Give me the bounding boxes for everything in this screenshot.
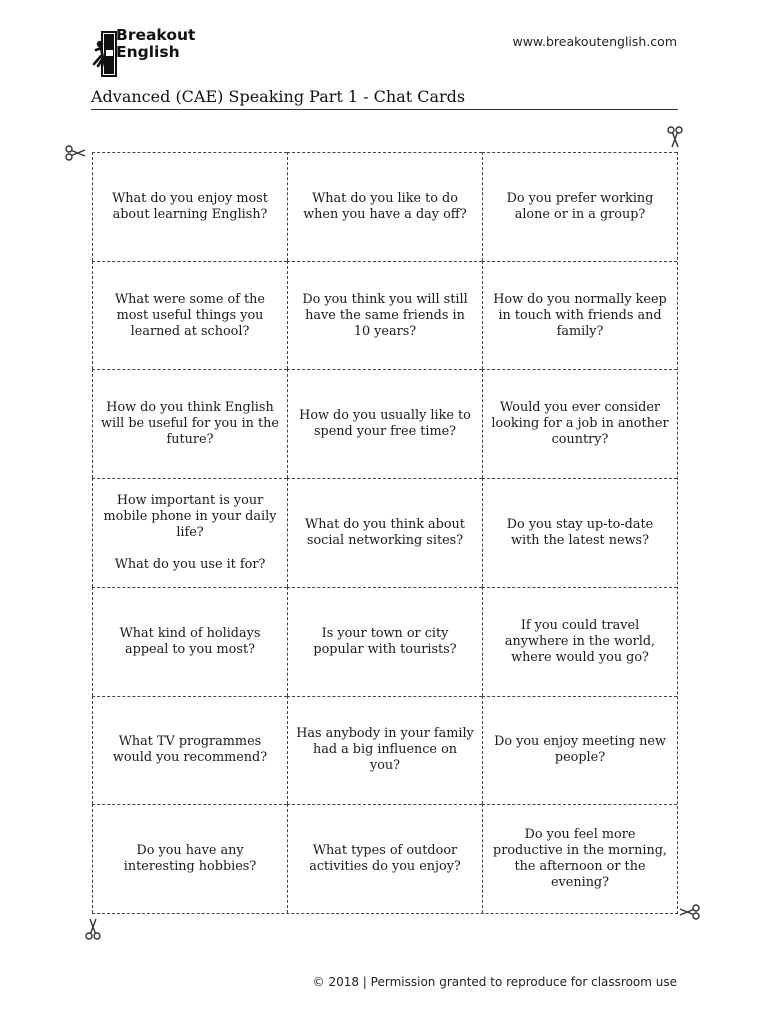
chat-card-grid xyxy=(92,152,678,914)
logo-text xyxy=(116,27,195,61)
copyright-footer: © 2018 | Permission granted to reproduce for classroom use xyxy=(312,975,677,989)
card-question: How do you think English will be useful for you in the future? xyxy=(101,400,279,448)
card-followup: What do you use it for? xyxy=(114,556,266,572)
card-question: Do you prefer working alone or in a group? xyxy=(506,190,654,222)
card-question: Would you ever consider looking for a job in another country? xyxy=(491,400,669,448)
chat-card[interactable] xyxy=(482,152,677,261)
chat-card[interactable] xyxy=(482,369,677,478)
card-question: If you could travel anywhere in the world, where would you go? xyxy=(504,617,656,665)
chat-card[interactable] xyxy=(92,369,287,478)
card-question: Do you enjoy meeting new people? xyxy=(494,734,666,766)
card-question: What do you like to do when you have a day off? xyxy=(303,190,467,222)
chat-card[interactable] xyxy=(287,696,482,805)
chat-card[interactable] xyxy=(92,696,287,805)
card-question: Do you have any interesting hobbies? xyxy=(123,843,257,875)
card-question: What do you think about social networking sites? xyxy=(305,516,465,548)
chat-card[interactable] xyxy=(482,261,677,370)
chat-card[interactable] xyxy=(287,261,482,370)
scissors-icon xyxy=(82,918,104,940)
chat-card[interactable] xyxy=(482,804,677,913)
card-question: How do you normally keep in touch with friends and family? xyxy=(493,291,667,339)
chat-card[interactable] xyxy=(287,804,482,913)
chat-card[interactable] xyxy=(482,478,677,587)
title-divider xyxy=(91,109,678,110)
chat-card[interactable] xyxy=(482,696,677,805)
chat-card[interactable] xyxy=(92,804,287,913)
logo-line-2: English xyxy=(116,43,180,61)
card-question: Has anybody in your family had a big influence on you? xyxy=(296,726,474,774)
card-question: How do you usually like to spend your free time? xyxy=(299,408,471,440)
chat-card[interactable] xyxy=(482,587,677,696)
chat-card[interactable] xyxy=(92,587,287,696)
website-url[interactable]: www.breakoutenglish.com xyxy=(512,34,677,49)
card-question: What do you enjoy most about learning English? xyxy=(112,190,268,222)
scissors-icon xyxy=(64,142,86,164)
card-question: How important is your mobile phone in your daily life? xyxy=(103,492,277,540)
chat-card[interactable] xyxy=(287,152,482,261)
page-title: Advanced (CAE) Speaking Part 1 - Chat Cards xyxy=(91,87,466,106)
chat-card[interactable] xyxy=(92,261,287,370)
chat-card[interactable] xyxy=(287,587,482,696)
card-question: What kind of holidays appeal to you most? xyxy=(119,625,261,657)
card-question: Do you stay up-to-date with the latest news? xyxy=(506,516,654,548)
card-question: What types of outdoor activities do you enjoy? xyxy=(309,843,461,875)
chat-card[interactable] xyxy=(92,478,287,587)
scissors-icon xyxy=(664,126,686,148)
card-question: Do you think you will still have the same friends in 10 years? xyxy=(302,291,468,339)
chat-card[interactable] xyxy=(92,152,287,261)
chat-card[interactable] xyxy=(287,369,482,478)
scissors-icon xyxy=(679,901,701,923)
logo-line-1: Breakout xyxy=(116,26,196,44)
card-question: Is your town or city popular with tourists? xyxy=(313,625,457,657)
card-question: What TV programmes would you recommend? xyxy=(112,734,268,766)
chat-card[interactable] xyxy=(287,478,482,587)
card-question: What were some of the most useful things you learned at school? xyxy=(114,291,266,339)
card-question: Do you feel more productive in the morning, the afternoon or the evening? xyxy=(493,827,667,891)
